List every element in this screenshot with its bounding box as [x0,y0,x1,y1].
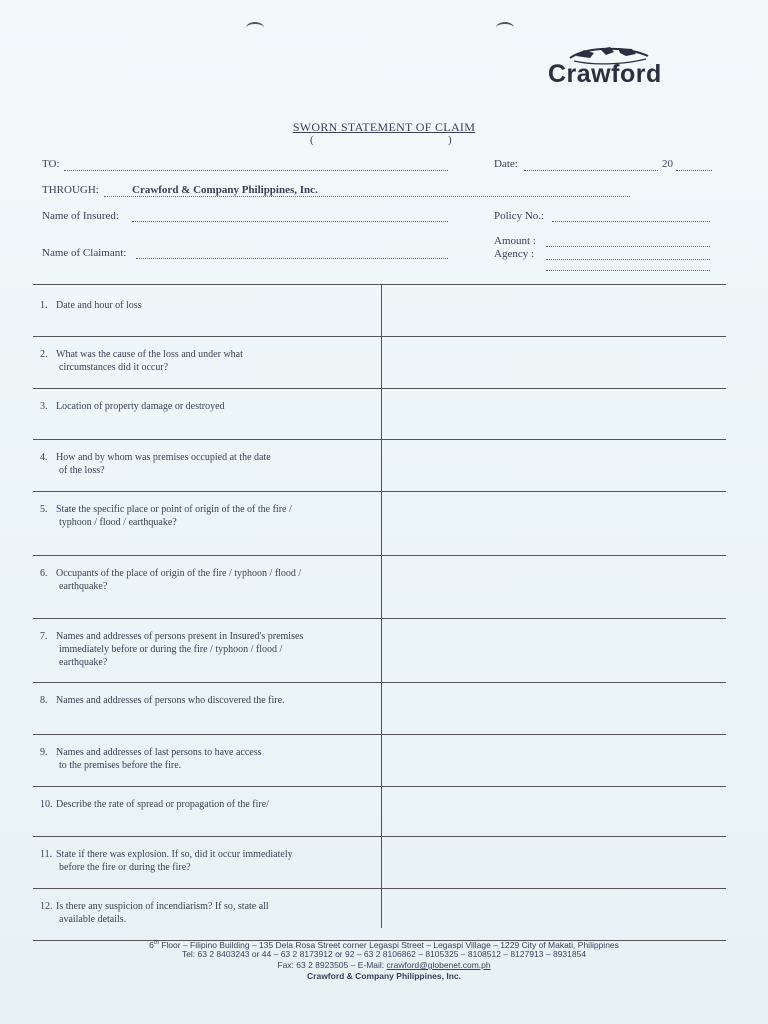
answer-cell[interactable] [382,889,726,940]
question-number: 7. [40,631,48,642]
question-text [40,451,370,477]
question-number: 3. [40,401,48,412]
date-field[interactable] [524,170,658,171]
questions-table [33,284,726,941]
insured-label: Name of Insured: [42,210,119,222]
question-text [40,567,370,593]
question-line: before the fire or during the fire? [59,862,191,873]
question-row [33,735,726,787]
policy-field[interactable] [552,221,710,222]
policy-label: Policy No.: [494,210,545,222]
question-number: 1. [40,300,48,311]
punch-hole-left [246,22,264,34]
agency-field-line2[interactable] [546,270,710,271]
question-row [33,683,726,735]
footer-fax-text: Fax: 63 2 8923505 – E-Mail: [277,960,387,970]
question-text [40,348,370,374]
question-text [40,848,370,874]
paren-open: ( [310,134,314,146]
question-line: State the specific place or point of origin of the of the fire / [56,504,292,515]
amount-field[interactable] [546,246,710,247]
through-field[interactable] [104,196,630,197]
question-line: Location of property damage or destroyed [56,401,225,412]
question-line: to the premises before the fire. [59,760,182,771]
claimant-field[interactable] [136,258,448,259]
answer-cell[interactable] [382,619,726,682]
question-text [40,746,370,772]
question-row [33,389,726,440]
footer-address-text: Floor – Filipino Building – 135 Dela Rosa Street corner Legaspi Street – Legaspi Village – 1229 City of Makati, Philippines [158,939,619,950]
question-line: Date and hour of loss [56,300,142,311]
question-row [33,440,726,492]
answer-cell[interactable] [382,285,726,336]
question-text [40,694,370,707]
answer-cell[interactable] [382,492,726,555]
date-year: 20 [662,158,673,170]
question-line: earthquake? [59,581,108,592]
answer-cell[interactable] [382,556,726,618]
question-number: 12. [40,901,53,912]
question-row [33,889,726,941]
footer-email-link[interactable]: crawford@globenet.com.ph [386,960,491,970]
question-number: 8. [40,695,48,706]
to-field[interactable] [64,170,448,171]
question-number: 4. [40,452,48,463]
question-text [40,798,370,811]
question-line: typhoon / flood / earthquake? [59,517,177,528]
table-divider [381,284,382,928]
question-number: 5. [40,504,48,515]
question-line: available details. [59,914,127,925]
question-number: 11. [40,849,53,860]
claimant-label: Name of Claimant: [42,247,127,259]
answer-cell[interactable] [382,337,726,388]
to-label: TO: [42,158,60,170]
agency-field[interactable] [546,259,710,260]
answer-cell[interactable] [382,440,726,491]
insured-field[interactable] [132,221,448,222]
paren-close: ) [448,134,452,146]
footer-floor-sup: th [153,940,159,946]
question-line: Is there any suspicion of incendiarism? If so, state all [56,901,269,912]
footer-floor: 6 [149,939,154,950]
question-line: Names and addresses of persons who discovered the fire. [56,695,285,706]
footer-fax [0,960,768,971]
question-line: Names and addresses of last persons to have access [56,747,262,758]
answer-cell[interactable] [382,735,726,786]
question-row [33,337,726,389]
question-row [33,787,726,837]
question-line: What was the cause of the loss and under what [56,349,243,360]
answer-cell[interactable] [382,389,726,439]
question-line: Occupants of the place of origin of the fire / typhoon / flood / [56,568,302,579]
question-text [40,900,370,926]
question-line: immediately before or during the fire / typhoon / flood / [59,644,283,655]
agency-label: Agency : [494,248,535,260]
question-line: earthquake? [59,657,108,668]
question-row [33,285,726,337]
question-row [33,619,726,683]
question-row [33,556,726,619]
punch-hole-right [496,22,514,34]
page-title: SWORN STATEMENT OF CLAIM [292,120,476,134]
question-line: circumstances did it occur? [59,362,169,373]
question-text [40,299,370,312]
question-line: How and by whom was premises occupied at the date [56,452,271,463]
question-number: 6. [40,568,48,579]
question-line: State if there was explosion. If so, did it occur immediately [56,849,293,860]
question-line: Names and addresses of persons present in Insured's premises [56,631,304,642]
question-line: of the loss? [59,465,105,476]
answer-cell[interactable] [382,837,726,888]
footer-company: Crawford & Company Philippines, Inc. [307,971,461,981]
footer-tel: Tel: 63 2 8403243 or 44 – 63 2 8173912 or 92 – 63 2 8106862 – 8105325 – 8108512 – 8127913 – 8931854 [181,949,587,959]
answer-cell[interactable] [382,683,726,734]
question-line: Describe the rate of spread or propagation of the fire/ [56,799,269,810]
question-number: 9. [40,747,48,758]
answer-cell[interactable] [382,787,726,836]
through-value: Crawford & Company Philippines, Inc. [132,184,318,196]
question-number: 2. [40,349,48,360]
date-label: Date: [494,158,518,170]
question-row [33,492,726,556]
question-number: 10. [40,799,53,810]
date-year-field[interactable] [676,170,712,171]
question-text [40,503,370,529]
brand-name: Crawford [548,60,662,88]
amount-label: Amount : [494,235,536,247]
question-text [40,400,370,413]
question-row [33,837,726,889]
through-label: THROUGH: [42,184,99,196]
question-text [40,630,370,669]
crawford-logo [548,44,698,94]
